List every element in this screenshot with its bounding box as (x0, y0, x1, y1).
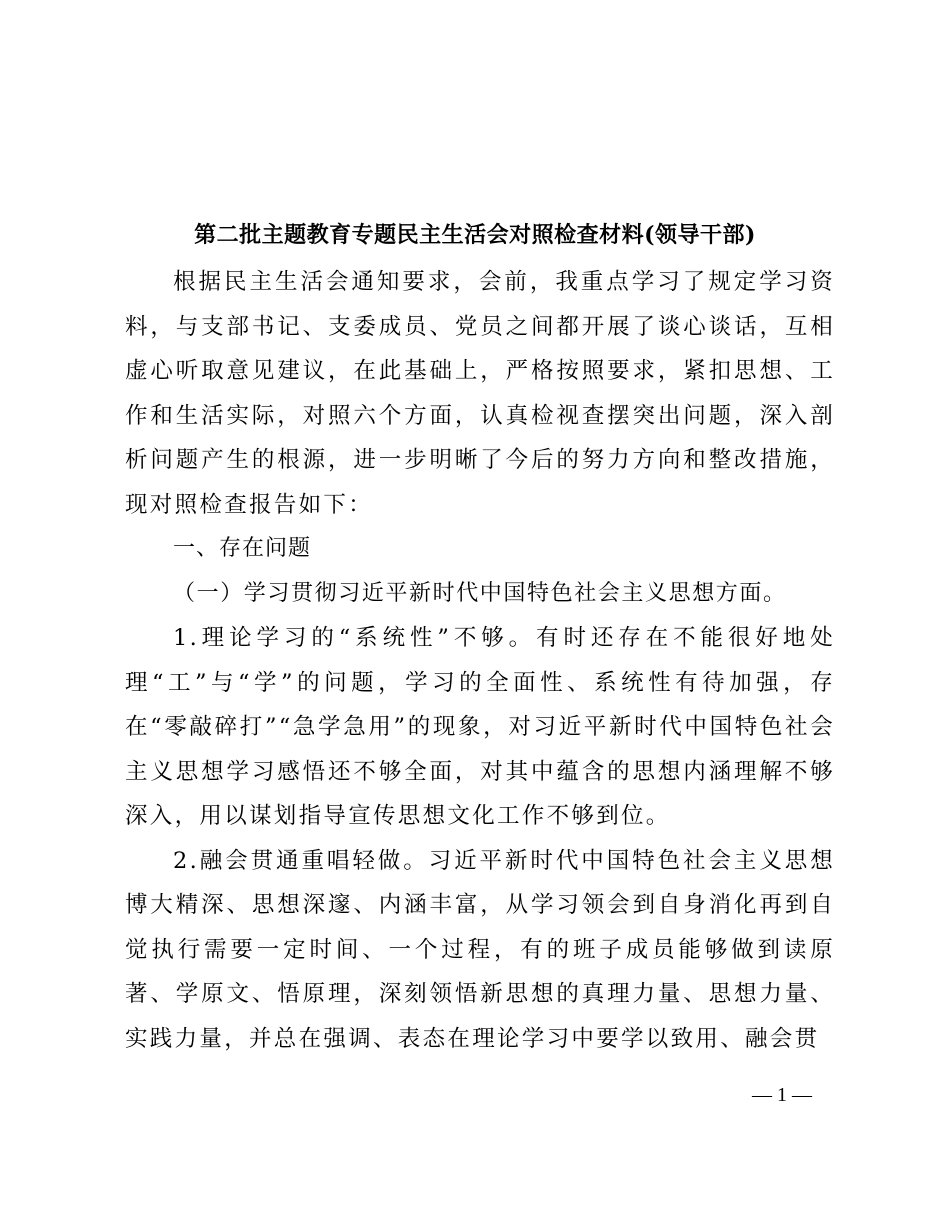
subsection-heading-theory-study: （一）学习贯彻习近平新时代中国特色社会主义思想方面。 (173, 580, 787, 606)
page-number: — 1 — (752, 1084, 812, 1106)
problem-paragraph-2: 2.融会贯通重唱轻做。习近平新时代中国特色社会主义思想博大精深、思想深邃、内涵丰富，从学习领会到自身消化再到自觉执行需要一定时间、一个过程，有的班子成员能够做到读原著、学原文、悟原理，深刻领悟新思想的真理力量、思想力量、实践力量，并总在强调、表态在理论学习中要学以致用、融会贯 (125, 847, 835, 1052)
document-title: 第二批主题教育专题民主生活会对照检查材料(领导干部) (194, 222, 756, 248)
problem-paragraph-1: 1.理论学习的“系统性”不够。有时还存在不能很好地处理“工”与“学”的问题，学习的全面性、系统性有待加强，存在“零敲碎打”“急学急用”的现象，对习近平新时代中国特色社会主义思想学习感悟还不够全面，对其中蕴含的思想内涵理解不够深入，用以谋划指导宣传思想文化工作不够到位。 (125, 625, 835, 829)
document-body (125, 260, 835, 1061)
intro-paragraph: 根据民主生活会通知要求，会前，我重点学习了规定学习资料，与支部书记、支委成员、党员之间都开展了谈心谈话，互相虚心听取意见建议，在此基础上，严格按照要求，紧扣思想、工作和生活实际，对照六个方面，认真检视查摆突出问题，深入剖析问题产生的根源，进一步明晰了今后的努力方向和整改措施，现对照检查报告如下： (125, 269, 835, 518)
section-heading-existing-problems: 一、存在问题 (173, 536, 312, 561)
